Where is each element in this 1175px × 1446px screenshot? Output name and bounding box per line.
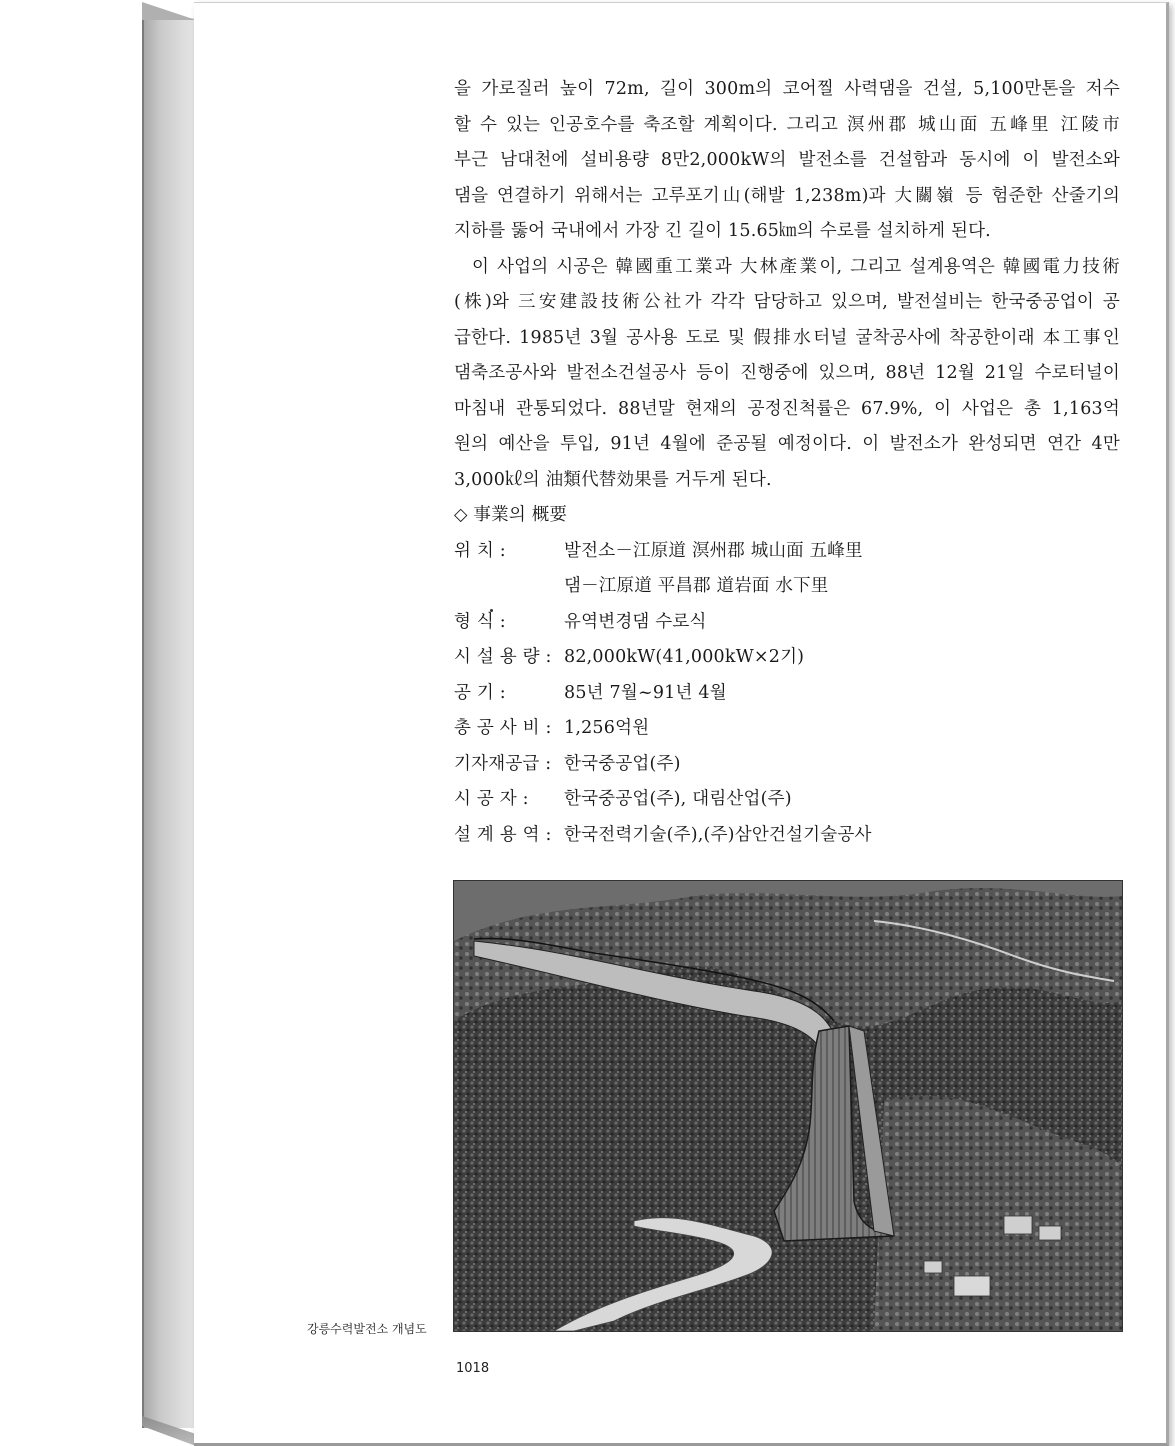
spec-row-period xyxy=(454,676,1120,712)
spec-row-location-dam xyxy=(454,569,1120,605)
spec-list xyxy=(454,534,1120,854)
text-line: 원의 예산을 투입, 91년 4월에 준공될 예정이다. 이 발전소가 완성되면 연간 4만 xyxy=(454,434,1120,454)
spec-row-cost xyxy=(454,711,1120,747)
spec-value: 댐－江原道 平昌郡 道岩面 水下里 xyxy=(564,576,829,596)
text-line: 댐을 연결하기 위해서는 고루포기山(해발 1,238m)과 大關嶺 등 험준한 산줄기의 xyxy=(454,185,1120,206)
section-title: ◇ 事業의 概要 xyxy=(454,505,568,525)
text-line: 마침내 관통되었다. 88년말 현재의 공정진척률은 67.9%, 이 사업은 총 1,163억 xyxy=(454,398,1120,419)
spec-row-contractor xyxy=(454,782,1120,818)
book-spine-top xyxy=(142,2,196,20)
text-line: 3,000㎘의 油類代替効果를 거두게 된다. xyxy=(454,469,772,490)
book-spine xyxy=(142,18,198,1428)
spec-value: 85년 7월~91년 4월 xyxy=(564,682,727,703)
spec-label: 시 설 용 량 : xyxy=(454,647,552,667)
page-number: 1018 xyxy=(456,1361,490,1376)
text-line: (株)와 三安建設技術公社가 각각 담당하고 있으며, 발전설비는 한국중공업이 공 xyxy=(454,292,1120,312)
illustration-svg xyxy=(454,881,1122,1331)
spec-label: 위 치 : xyxy=(454,540,506,561)
spec-label: 설 계 용 역 : xyxy=(454,824,552,845)
text-line: 을 가로질러 높이 72m, 길이 300m의 코어찔 사력댐을 건설, 5,100만톤을 저수 xyxy=(454,79,1120,99)
spec-label: 시 공 자 : xyxy=(454,789,529,809)
spec-value: 한국중공업(주), 대림산업(주) xyxy=(564,789,792,809)
spec-row-capacity xyxy=(454,640,1120,676)
spec-value: 발전소－江原道 溟州郡 城山面 五峰里 xyxy=(564,540,863,561)
spec-label: 총 공 사 비 : xyxy=(454,718,552,738)
spec-value: 한국중공업(주) xyxy=(564,753,681,774)
spec-value: 한국전력기술(주),(주)삼안건설기술공사 xyxy=(564,824,872,845)
print-speck xyxy=(490,609,493,612)
spec-label: 기자재공급 : xyxy=(454,753,552,774)
text-line: 급한다. 1985년 3월 공사용 도로 및 假排水터널 굴착공사에 착공한이래 本工事인 xyxy=(454,327,1120,348)
text-line: 댐축조공사와 발전소건설공사 등이 진행중에 있으며, 88년 12월 21일 수로터널이 xyxy=(454,363,1120,383)
spec-row-location xyxy=(454,534,1120,570)
spec-row-type xyxy=(454,605,1120,641)
text-line: 할 수 있는 인공호수를 축조할 계획이다. 그리고 溟州郡 城山面 五峰里 江陵市 xyxy=(454,114,1120,135)
figure-caption: 강릉수력발전소 개념도 xyxy=(307,1322,427,1336)
power-plant-illustration xyxy=(453,880,1123,1332)
text-line: 지하를 뚫어 국내에서 가장 긴 길이 15.65㎞의 수로를 설치하게 된다. xyxy=(454,221,991,241)
article-text xyxy=(454,72,1120,853)
spec-label: 공 기 : xyxy=(454,682,506,703)
spec-row-supplier xyxy=(454,747,1120,783)
paragraph-1 xyxy=(454,72,1120,250)
spec-label: 형 식 : xyxy=(454,611,506,632)
spec-label xyxy=(454,569,564,605)
text-line: 부근 남대천에 설비용량 8만2,000kW의 발전소를 건설함과 동시에 이 발전소와 xyxy=(454,150,1120,170)
spec-value: 1,256억원 xyxy=(564,718,650,738)
paragraph-2 xyxy=(454,250,1120,499)
spec-row-design xyxy=(454,818,1120,854)
spec-value: 유역변경댐 수로식 xyxy=(564,611,707,632)
spec-value: 82,000kW(41,000kW×2기) xyxy=(564,647,805,667)
text-line: 이 사업의 시공은 韓國重工業과 大林產業이, 그리고 설계용역은 韓國電力技術 xyxy=(472,256,1120,277)
